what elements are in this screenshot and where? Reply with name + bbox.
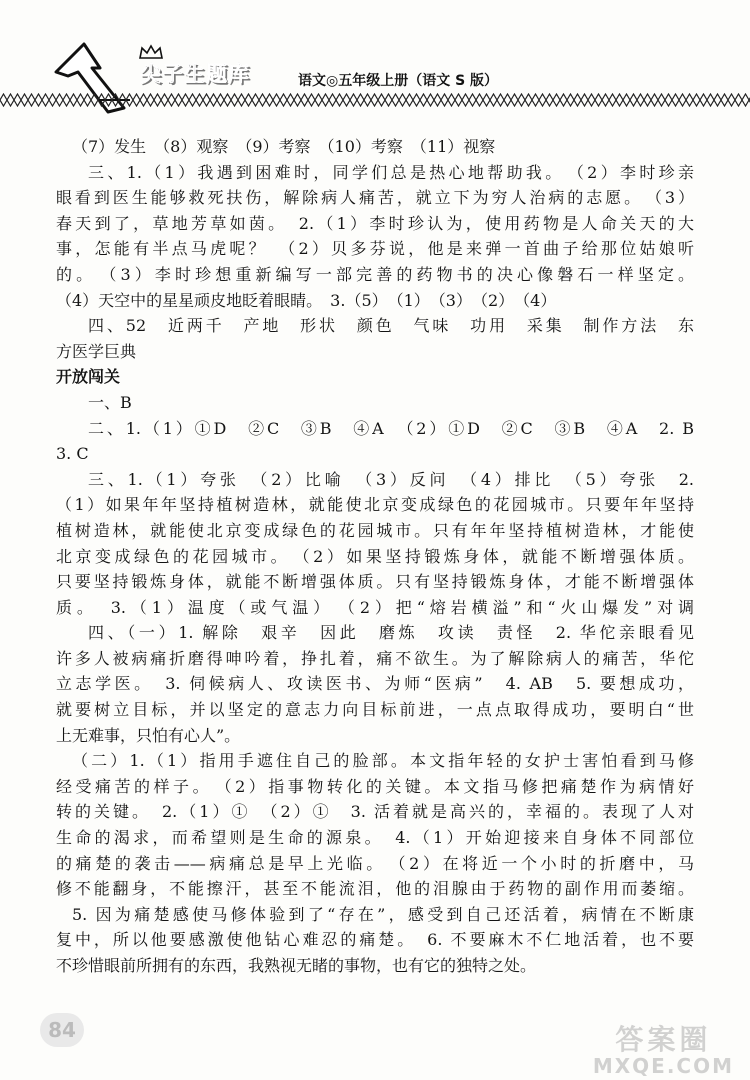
- answer-block-open: [56, 390, 694, 979]
- answer-line: 一、B: [88, 392, 132, 412]
- page-number: 84: [40, 1013, 84, 1047]
- answer-block-basic: [56, 134, 694, 364]
- answer-line: 四、（一）1. 解除 艰辛 因此 磨炼 攻读 责怪 2. 华佗亲眼看见: [88, 623, 694, 643]
- answer-line: 不珍惜眼前所拥有的东西，我熟视无睹的事物，也有它的独特之处。: [56, 956, 537, 975]
- answer-line: 春天到了，草地芳草如茵。 2.（1）李时珍认为，使用药物是人命关天的大: [56, 213, 694, 233]
- page-header: [0, 0, 750, 115]
- answer-line: 只要坚持锻炼身体，就能不断增强体质。只有坚持锻炼身体，才能不断增强体: [56, 572, 694, 592]
- answer-line: （1）如果年年坚持植树造林，就能使北京变成绿色的花园城市。只要年年坚持: [56, 495, 694, 515]
- answer-line: 的痛楚的袭击——病痛总是早上光临。 （2）在将近一个小时的折磨中，马: [56, 853, 694, 873]
- section-title: 开放闯关: [56, 367, 121, 387]
- answer-line: 修不能翻身，不能擦汗，甚至不能流泪，他的泪腺由于药物的副作用而萎缩。: [56, 879, 694, 899]
- answer-content: [56, 134, 694, 979]
- answer-line: 许多人被病痛折磨得呻吟着，挣扎着，痛不欲生。为了解除病人的痛苦，华佗: [56, 648, 694, 668]
- answer-line: 5. 因为痛楚感使马修体验到了“存在”，感受到自己还活着，病情在不断康: [72, 904, 694, 924]
- answer-line: 转的关键。 2.（1）① （2）① 3. 活着就是高兴的，幸福的。表现了人对: [56, 802, 694, 822]
- brand-title: 尖子生题库: [140, 62, 250, 86]
- answer-line: 立志学医。 3. 伺候病人、攻读医书、为师“医病” 4. AB 5. 要想成功，: [56, 674, 694, 694]
- answer-line: 三、1.（1）夸张 （2）比喻 （3）反问 （4）排比 （5）夸张 2.: [88, 469, 694, 489]
- answer-line: （二）1.（1）指用手遮住自己的脸部。本文指年轻的女护士害怕看到马修: [72, 751, 694, 771]
- site-watermark: [593, 1018, 734, 1078]
- answer-line: 方医学巨典: [56, 341, 137, 361]
- answer-line: 质。 3.（1）温度（或气温） （2）把“熔岩横溢”和“火山爆发”对调: [56, 597, 694, 617]
- answer-line: 复中，所以他要感激使他钻心难忍的痛楚。 6. 不要麻木不仁地活着，也不要: [56, 930, 694, 950]
- answer-line: （4）天空中的星星顽皮地眨着眼睛。 3.（5） （1） （3） （2） （4）: [56, 290, 557, 310]
- watermark-url: MXQE.COM: [592, 1054, 734, 1078]
- answer-line: 四、52 近两千 产地 形状 颜色 气味 功用 采集 制作方法 东: [88, 316, 694, 336]
- answer-line: 就要树立目标，并以坚定的意志力向目标前进，一点点取得成功，要明白“世: [56, 700, 694, 720]
- answer-line: 经受痛苦的样子。 （2）指事物转化的关键。本文指马修把痛楚作为病情好: [56, 776, 694, 796]
- answer-line: 三、1.（1）我遇到困难时，同学们总是热心地帮助我。 （2）李时珍亲: [88, 162, 694, 182]
- answer-line: 事，怎能有半点马虎呢？ （2）贝多芬说，他是来弹一首曲子给那位姑娘听: [56, 239, 694, 259]
- answer-line: 的。 （3）李时珍想重新编写一部完善的药物书的决心像磐石一样坚定。: [56, 264, 694, 284]
- answer-line: 生命的渴求，而希望则是生命的源泉。 4.（1）开始迎接来自身体不同部位: [56, 828, 694, 848]
- answer-line: 植树造林，就能使北京变成绿色的花园城市。只有年年坚持植树造林，才能使: [56, 520, 694, 540]
- zigzag-divider: [0, 93, 750, 107]
- answer-line: （7）发生 （8）观察 （9）考察 （10）考察 （11）视察: [72, 137, 496, 156]
- answer-line: 上无难事，只怕有心人”。: [56, 725, 241, 745]
- watermark-logo-text: 答案圈: [615, 1023, 712, 1056]
- book-subtitle: 语文◎五年级上册（语文 S 版）: [298, 73, 499, 89]
- answer-line: 北京变成绿色的花园城市。 （2）如果坚持锻炼身体，就能不断增强体质。: [56, 546, 694, 566]
- answer-line: 眼看到医生能够救死扶伤，解除病人痛苦，就立下为穷人治病的志愿。 （3）: [56, 188, 694, 208]
- answer-line: 二、1.（1）①D ②C ③B ④A （2）①D ②C ③B ④A 2. B: [88, 418, 694, 438]
- answer-line: 3. C: [56, 444, 89, 464]
